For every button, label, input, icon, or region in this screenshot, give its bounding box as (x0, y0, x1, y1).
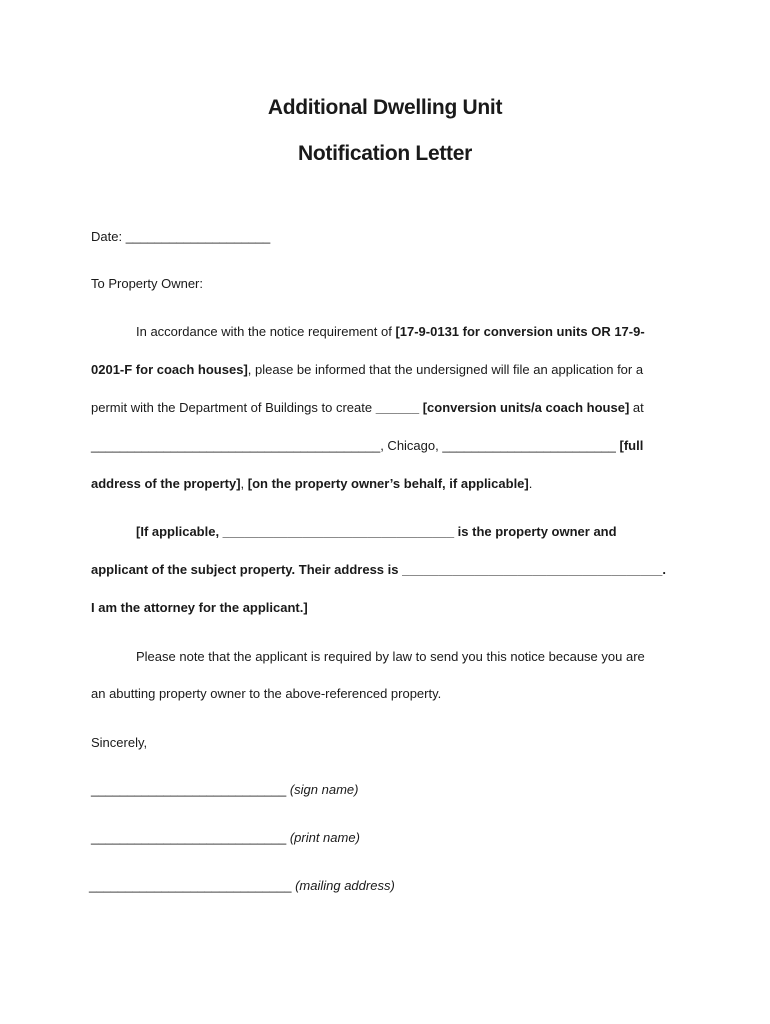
para1-period: . (528, 476, 533, 491)
para2-line1: [If applicable, ________________________________ is the property owner and (136, 524, 617, 539)
para3-line2: an abutting property owner to the above-referenced property. (91, 686, 442, 701)
para2-line2: applicant of the subject property. Their address is ____________________________________. (91, 562, 666, 577)
mailing-address-line (89, 877, 395, 895)
para1-line1 (136, 323, 645, 341)
city-text: , Chicago, (380, 438, 443, 453)
unit-type-blank: ______ [conversion units/a coach house] (375, 400, 630, 415)
print-name-blank: ___________________________ (91, 830, 287, 845)
salutation: To Property Owner: (91, 276, 203, 291)
date-blank: ____________________ (125, 229, 271, 244)
para1-line2-text: , please be informed that the undersigned will file an application for a (247, 362, 644, 377)
code-reference: [17-9-0131 for conversion units OR 17-9- (395, 324, 645, 339)
owner-behalf-note: [on the property owner’s behalf, if applicable] (247, 476, 529, 491)
sign-name-blank: ___________________________ (91, 782, 287, 797)
para1-line2 (91, 361, 643, 379)
sign-name-line (91, 781, 358, 799)
document-title-line2: Notification Letter (298, 142, 472, 165)
full-address-note-cont: address of the property] (91, 476, 241, 491)
print-name-line (91, 829, 360, 847)
closing: Sincerely, (91, 735, 148, 750)
zip-blank: ________________________ (442, 438, 616, 453)
para1-line3-end: at (629, 400, 644, 415)
para2-line3: I am the attorney for the applicant.] (91, 600, 308, 615)
para1-line3 (91, 399, 644, 417)
para1-line4 (91, 437, 643, 455)
date-label: Date: (91, 229, 126, 244)
sign-name-label: (sign name) (286, 782, 359, 797)
date-line (91, 228, 270, 246)
para1-comma: , (240, 476, 248, 491)
print-name-label: (print name) (286, 830, 360, 845)
para1-line1-text: In accordance with the notice requirement of (136, 324, 396, 339)
mailing-address-label: (mailing address) (291, 878, 395, 893)
full-address-note: [full (615, 438, 644, 453)
address-blank: ________________________________________ (91, 438, 381, 453)
code-reference-cont: 0201-F for coach houses] (91, 362, 248, 377)
mailing-address-blank: ____________________________ (89, 878, 292, 893)
document-title-line1: Additional Dwelling Unit (267, 96, 503, 119)
para1-line5 (91, 475, 532, 493)
para1-line3-text: permit with the Department of Buildings to create (91, 400, 376, 415)
para3-line1: Please note that the applicant is required by law to send you this notice because you are (136, 649, 645, 664)
